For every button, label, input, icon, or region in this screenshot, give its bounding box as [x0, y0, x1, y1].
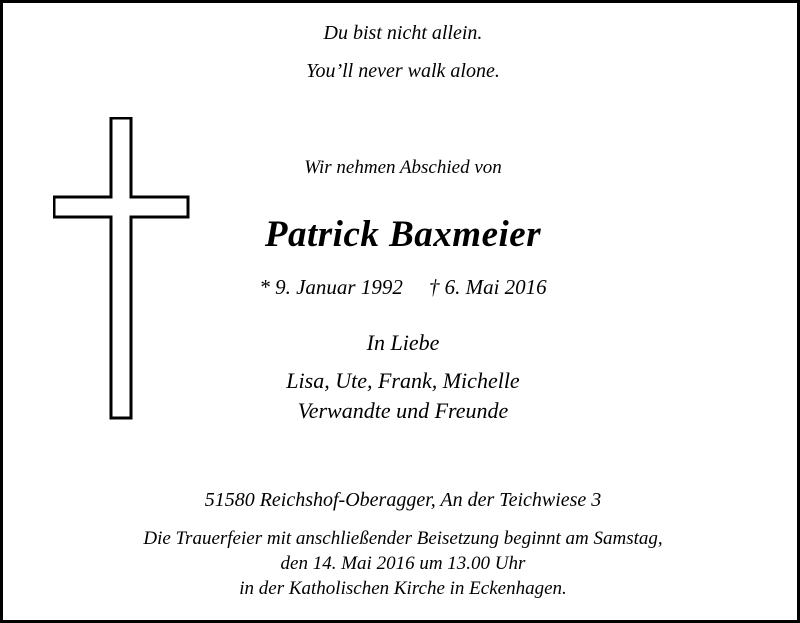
deceased-name: Patrick Baxmeier [264, 214, 542, 255]
mourner-relatives: Verwandte und Freunde [297, 398, 509, 423]
funeral-info-line-2: den 14. Mai 2016 um 13.00 Uhr [280, 553, 526, 574]
funeral-info-line-1: Die Trauerfeier mit anschließender Beisetzung beginnt am Samstag, [143, 528, 663, 549]
life-dates [3, 275, 800, 300]
funeral-info-line-3: in der Katholischen Kirche in Eckenhagen. [239, 578, 567, 599]
mourner-names: Lisa, Ute, Frank, Michelle [286, 368, 520, 393]
birth-date: * 9. Januar 1992 [259, 275, 403, 299]
motto-line-german: Du bist nicht allein. [323, 22, 483, 44]
death-date: † 6. Mai 2016 [428, 275, 547, 299]
farewell-intro: Wir nehmen Abschied von [304, 157, 502, 178]
in-love-label: In Liebe [366, 330, 440, 355]
family-address: 51580 Reichshof-Oberagger, An der Teichwiese 3 [204, 489, 602, 511]
motto-line-english: You’ll never walk alone. [306, 60, 500, 82]
